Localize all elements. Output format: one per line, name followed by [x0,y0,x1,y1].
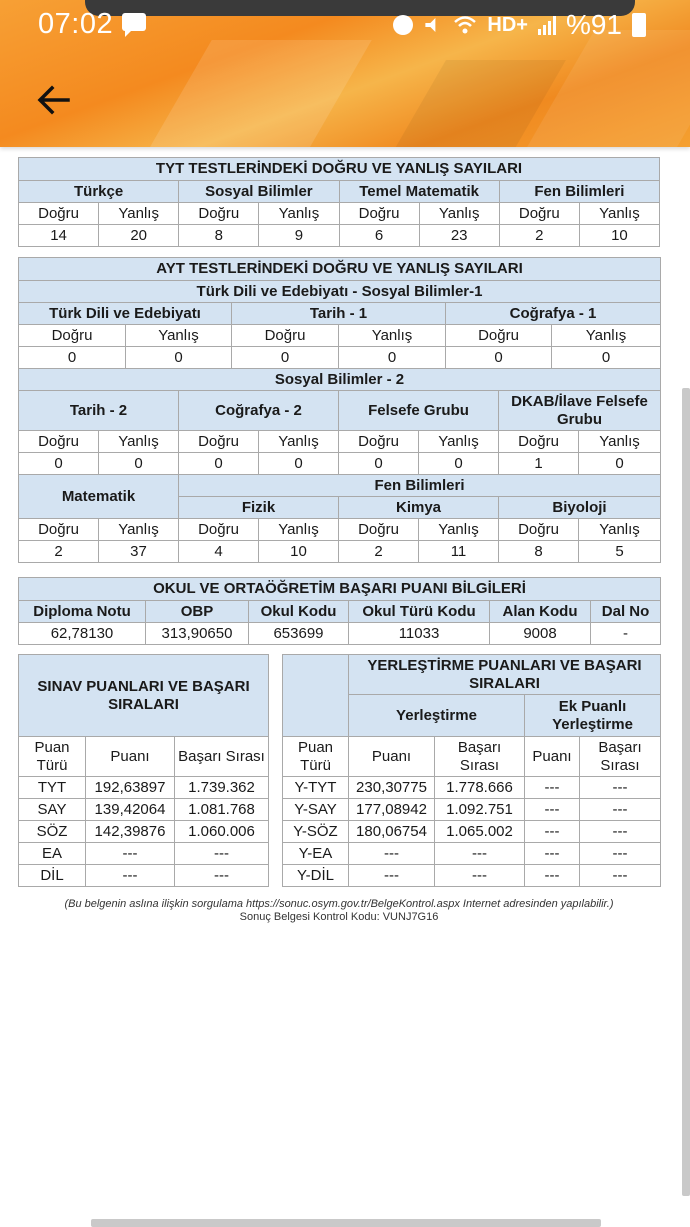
dogru-value: 1 [499,453,579,475]
okul-value: 313,90650 [146,623,249,645]
okul-header: Okul Kodu [249,601,349,623]
dogru-value: 0 [232,347,339,369]
yanlis-value: 10 [259,541,339,563]
yerlestirme-header: Puanı [349,737,435,777]
yanlis-value: 23 [419,225,499,247]
dogru-value: 14 [19,225,99,247]
ayt-title: AYT TESTLERİNDEKİ DOĞRU VE YANLIŞ SAYILARI [19,258,661,281]
alarm-icon [393,15,413,35]
ayt-table [18,257,661,563]
yanlis-label: Yanlış [579,431,661,453]
sinav-cell: EA [19,843,86,865]
yanlis-label: Yanlış [419,519,499,541]
sinav-cell: 1.081.768 [175,799,269,821]
tyt-subject: Fen Bilimleri [499,181,659,203]
yerlestirme-header: Puan Türü [283,737,349,777]
sinav-cell: 139,42064 [86,799,175,821]
yerlestirme-cell: --- [435,843,525,865]
dogru-label: Doğru [232,325,339,347]
tyt-table [18,157,660,247]
dogru-value: 4 [179,541,259,563]
footnote-control-code: Sonuç Belgesi Kontrol Kodu: VUNJ7G16 [239,911,439,923]
okul-header: OBP [146,601,249,623]
yanlis-value: 37 [99,541,179,563]
sinav-header: Başarı Sırası [175,737,269,777]
yerlestirme-cell: 177,08942 [349,799,435,821]
dogru-value: 0 [446,347,552,369]
dogru-label: Doğru [179,431,259,453]
ayt-subject: DKAB/İlave Felsefe Grubu [499,391,661,431]
yanlis-value: 9 [259,225,339,247]
sinav-cell: SAY [19,799,86,821]
yerlestirme-cell: Y-DİL [283,865,349,887]
okul-value: 653699 [249,623,349,645]
yanlis-value: 0 [99,453,179,475]
okul-value: 9008 [490,623,591,645]
yerlestirme-cell: --- [525,777,580,799]
yanlis-value: 0 [126,347,232,369]
yanlis-value: 0 [552,347,661,369]
yerlestirme-cell: Y-SAY [283,799,349,821]
sinav-cell: --- [86,865,175,887]
footnote-query-note: (Bu belgenin aslına ilişkin sorgulama https://sonuc.osym.gov.tr/BelgeKontrol.aspx Internet adresinden yapılabilir.) [64,898,614,910]
yanlis-label: Yanlış [259,431,339,453]
yerlestirme-cell: --- [580,777,661,799]
sinav-cell: 142,39876 [86,821,175,843]
yanlis-label: Yanlış [99,203,179,225]
dogru-label: Doğru [19,325,126,347]
yerlestirme-corner [283,655,349,737]
sinav-cell: --- [175,843,269,865]
dogru-value: 2 [19,541,99,563]
yanlis-value: 0 [339,347,446,369]
dogru-label: Doğru [446,325,552,347]
yanlis-label: Yanlış [339,325,446,347]
tyt-title: TYT TESTLERİNDEKİ DOĞRU VE YANLIŞ SAYILARI [19,158,660,181]
dogru-value: 2 [499,225,579,247]
yerlestirme-cell: --- [525,843,580,865]
yerlestirme-header: Başarı Sırası [435,737,525,777]
yerlestirme-group: Yerleştirme [349,695,525,737]
okul-value: 62,78130 [19,623,146,645]
yanlis-label: Yanlış [126,325,232,347]
yerlestirme-cell: 230,30775 [349,777,435,799]
yerlestirme-cell: --- [525,865,580,887]
ayt-subject: Coğrafya - 1 [446,303,661,325]
dogru-value: 2 [339,541,419,563]
yerlestirme-cell: --- [435,865,525,887]
ayt-subject: Fizik [179,497,339,519]
dogru-label: Doğru [499,519,579,541]
tyt-subject: Temel Matematik [339,181,499,203]
dogru-value: 8 [499,541,579,563]
sinav-header: Puan Türü [19,737,86,777]
yerlestirme-cell: 180,06754 [349,821,435,843]
okul-table [18,577,661,645]
yanlis-value: 11 [419,541,499,563]
yerlestirme-table [282,654,661,887]
status-icons [393,8,646,42]
yerlestirme-title: YERLEŞTİRME PUANLARI VE BAŞARI SIRALARI [349,655,661,695]
okul-header: Okul Türü Kodu [349,601,490,623]
okul-header: Diploma Notu [19,601,146,623]
okul-header: Dal No [591,601,661,623]
ayt-fen-title: Fen Bilimleri [179,475,661,497]
dogru-label: Doğru [19,203,99,225]
tyt-subject: Sosyal Bilimler [179,181,339,203]
yanlis-label: Yanlış [579,203,659,225]
ayt-subject: Felsefe Grubu [339,391,499,431]
sinav-cell: --- [86,843,175,865]
sinav-cell: DİL [19,865,86,887]
ayt-group1-title: Türk Dili ve Edebiyatı - Sosyal Bilimler-1 [19,281,661,303]
okul-header: Alan Kodu [490,601,591,623]
yanlis-label: Yanlış [99,431,179,453]
vertical-scrollbar[interactable] [682,388,690,1196]
scores-section [18,654,660,890]
ayt-subject: Biyoloji [499,497,661,519]
yerlestirme-cell: --- [580,821,661,843]
yanlis-value: 0 [419,453,499,475]
yanlis-label: Yanlış [259,519,339,541]
dogru-label: Doğru [339,519,419,541]
ayt-subject: Coğrafya - 2 [179,391,339,431]
back-arrow-icon[interactable] [36,82,72,118]
sinav-cell: 1.060.006 [175,821,269,843]
dogru-value: 0 [339,453,419,475]
battery-icon [632,13,646,37]
dogru-label: Doğru [339,431,419,453]
yanlis-label: Yanlış [99,519,179,541]
dogru-label: Doğru [19,519,99,541]
okul-title: OKUL VE ORTAÖĞRETİM BAŞARI PUANI BİLGİLERİ [19,578,661,601]
yanlis-value: 5 [579,541,661,563]
ek-puanli-group: Ek Puanlı Yerleştirme [525,695,661,737]
yanlis-value: 10 [579,225,659,247]
dogru-label: Doğru [179,203,259,225]
sinav-cell: 192,63897 [86,777,175,799]
ayt-subject: Tarih - 2 [19,391,179,431]
yerlestirme-cell: Y-SÖZ [283,821,349,843]
ayt-subject: Kimya [339,497,499,519]
yerlestirme-header: Başarı Sırası [580,737,661,777]
yerlestirme-cell: --- [580,799,661,821]
dogru-value: 8 [179,225,259,247]
mute-icon [423,15,443,35]
yanlis-label: Yanlış [552,325,661,347]
yanlis-value: 0 [579,453,661,475]
signal-icon [538,15,556,35]
yanlis-label: Yanlış [579,519,661,541]
sinav-cell: TYT [19,777,86,799]
sinav-cell: SÖZ [19,821,86,843]
dogru-label: Doğru [339,203,419,225]
dogru-label: Doğru [179,519,259,541]
yerlestirme-cell: --- [580,865,661,887]
yerlestirme-cell: --- [349,865,435,887]
ayt-subject: Tarih - 1 [232,303,446,325]
yerlestirme-cell: --- [525,821,580,843]
dogru-value: 0 [179,453,259,475]
dogru-label: Doğru [19,431,99,453]
message-notification-icon [122,13,146,31]
yanlis-value: 20 [99,225,179,247]
tyt-subject: Türkçe [19,181,179,203]
app-header [0,0,690,147]
yerlestirme-cell: 1.778.666 [435,777,525,799]
yerlestirme-cell: --- [580,843,661,865]
yerlestirme-cell: Y-TYT [283,777,349,799]
dogru-label: Doğru [499,431,579,453]
yanlis-value: 0 [259,453,339,475]
sinav-header: Puanı [86,737,175,777]
yerlestirme-cell: --- [349,843,435,865]
sinav-cell: --- [175,865,269,887]
dogru-value: 0 [19,347,126,369]
dogru-label: Doğru [499,203,579,225]
ayt-matematik: Matematik [19,475,179,519]
battery-percent: %91 [565,9,622,40]
sinav-cell: 1.739.362 [175,777,269,799]
ayt-subject: Türk Dili ve Edebiyatı [19,303,232,325]
yanlis-label: Yanlış [259,203,339,225]
okul-value: 11033 [349,623,490,645]
yanlis-label: Yanlış [419,203,499,225]
yanlis-label: Yanlış [419,431,499,453]
sinav-table [18,654,269,887]
footnote [18,898,660,924]
horizontal-scrollbar[interactable] [91,1219,601,1227]
ayt-group2-title: Sosyal Bilimler - 2 [19,369,661,391]
network-type: HD+ [487,13,528,36]
yerlestirme-cell: 1.065.002 [435,821,525,843]
wifi-icon [453,15,477,35]
yerlestirme-header: Puanı [525,737,580,777]
status-time: 07:02 [38,8,114,40]
sinav-title: SINAV PUANLARI VE BAŞARI SIRALARI [19,655,269,737]
yerlestirme-cell: 1.092.751 [435,799,525,821]
yerlestirme-cell: --- [525,799,580,821]
yerlestirme-cell: Y-EA [283,843,349,865]
dogru-value: 6 [339,225,419,247]
okul-value: - [591,623,661,645]
dogru-value: 0 [19,453,99,475]
